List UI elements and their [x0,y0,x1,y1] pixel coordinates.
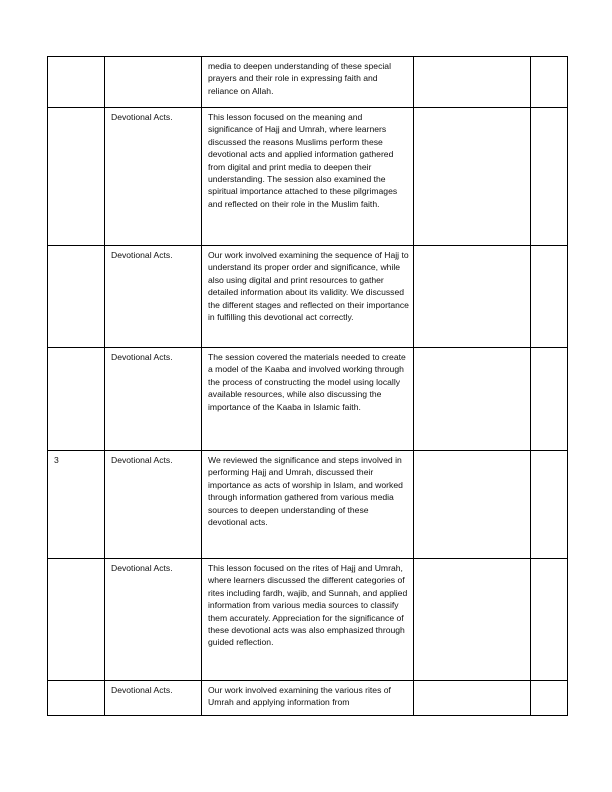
table-row [48,681,568,716]
week-cell [48,57,105,108]
description-cell: This lesson focused on the rites of Hajj and Umrah, where learners discussed the different categories of rites including fardh, wajib, and Sunnah, and applied information from various media sources to classify them accurately. Appreciation for the significance of these devotional acts was also emphasized through guided reflection. [202,559,414,681]
strand-cell: Devotional Acts. [105,348,202,451]
empty-cell [531,681,568,716]
description-cell: The session covered the materials needed to create a model of the Kaaba and involved working through the process of constructing the model using locally available resources, while also discussing the importance of the Kaaba in Islamic faith. [202,348,414,451]
table-row [48,57,568,108]
description-cell: Our work involved examining the sequence of Hajj to understand its proper order and significance, while also using digital and print resources to gather detailed information about its validity. We discussed the different stages and reflected on their importance in fulfilling this devotional act correctly. [202,246,414,348]
empty-cell [531,348,568,451]
strand-cell: Devotional Acts. [105,559,202,681]
description-cell: Our work involved examining the various rites of Umrah and applying information from [202,681,414,716]
description-cell: We reviewed the significance and steps involved in performing Hajj and Umrah, discussed their importance as acts of worship in Islam, and worked through information gathered from various media sources to deepen understanding of these devotional acts. [202,451,414,559]
empty-cell [531,559,568,681]
week-cell [48,681,105,716]
strand-cell: Devotional Acts. [105,108,202,246]
table-row [48,451,568,559]
table-row [48,108,568,246]
empty-cell [414,681,531,716]
table-row [48,559,568,681]
table-row [48,246,568,348]
empty-cell [531,246,568,348]
description-cell: media to deepen understanding of these special prayers and their role in expressing faith and reliance on Allah. [202,57,414,108]
empty-cell [531,451,568,559]
week-cell [48,246,105,348]
empty-cell [531,57,568,108]
week-cell: 3 [48,451,105,559]
strand-cell [105,57,202,108]
strand-cell: Devotional Acts. [105,681,202,716]
empty-cell [414,246,531,348]
lesson-log-table [47,56,568,716]
empty-cell [414,108,531,246]
strand-cell: Devotional Acts. [105,451,202,559]
empty-cell [414,451,531,559]
empty-cell [414,57,531,108]
empty-cell [414,559,531,681]
week-cell [48,108,105,246]
empty-cell [531,108,568,246]
table-row [48,348,568,451]
week-cell [48,348,105,451]
week-cell [48,559,105,681]
strand-cell: Devotional Acts. [105,246,202,348]
empty-cell [414,348,531,451]
description-cell: This lesson focused on the meaning and significance of Hajj and Umrah, where learners discussed the reasons Muslims perform these devotional acts and applied information gathered from digital and print media to deepen their understanding. The session also examined the spiritual importance attached to these pilgrimages and reflected on their role in the Muslim faith. [202,108,414,246]
